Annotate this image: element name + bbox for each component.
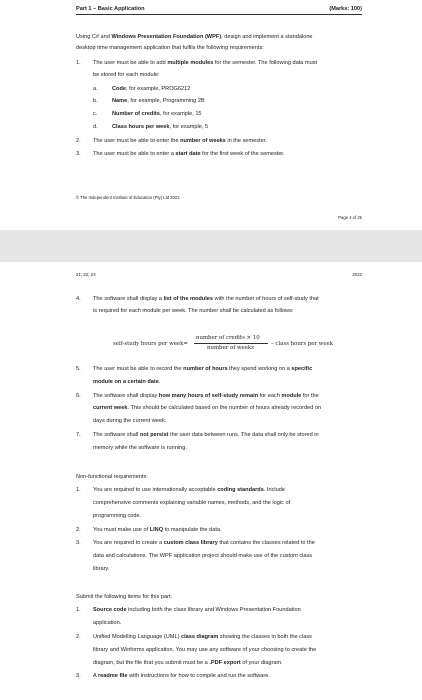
sub-letter: b. — [93, 98, 98, 104]
submit-2-line-3 — [93, 660, 283, 667]
bold-run: multiple modules — [167, 60, 214, 66]
sub-item-b: Name, for example, Programming 2B — [112, 98, 205, 104]
text-run: You are required to create a — [93, 540, 164, 546]
req-number: 1. — [76, 607, 81, 613]
bold-run: module on a certain date — [93, 379, 159, 385]
running-header-codes: 21; 22; 23 — [76, 272, 96, 277]
text-run: Unified Modelling Language (UML) — [93, 634, 181, 640]
text-run: The user must be able to enter a — [93, 151, 176, 157]
page-number: Page 4 of 25 — [338, 215, 362, 220]
submit-1-line-2: application. — [93, 620, 122, 626]
req-6-line-1 — [93, 393, 319, 400]
formula-denominator: number of weeks — [207, 345, 254, 351]
text-run: , design and implement a standalone — [221, 34, 313, 40]
req-number: 4. — [76, 296, 81, 302]
bold-run: list of the modules — [163, 296, 213, 302]
bold-run: not persist — [139, 432, 169, 438]
nfr-1-line-3: programming code. — [93, 513, 142, 519]
sub-item-a: Code, for example, PROG6212 — [112, 86, 191, 92]
bold-run: class diagram — [181, 634, 219, 640]
req-number: 3. — [76, 673, 81, 679]
bold-run: how many hours of self-study remain — [158, 393, 259, 399]
text-run: to manipulate the data. — [163, 527, 222, 533]
req-3 — [93, 151, 285, 158]
text-run: they spend working on a — [227, 366, 292, 372]
text-run: with the number of hours of self-study that — [213, 296, 319, 302]
submit-2-line-2: library and Winforms application. You may use any software of your choosing to create the — [93, 647, 317, 653]
text-run: showing the classes in both the class — [218, 634, 312, 640]
marks-label: (Marks: 100) — [329, 6, 362, 12]
req-number: 3. — [76, 151, 81, 157]
req-1-line-1 — [93, 60, 317, 67]
text-run: The user must be able to record the — [93, 366, 184, 372]
intro-line-1 — [76, 34, 313, 41]
text-run: of your diagram. — [240, 660, 283, 666]
req-5-line-1 — [93, 366, 312, 373]
req-7-line-2: memory while the software is running. — [93, 445, 187, 451]
intro-line-2: desktop time management application that fulfils the following requirements: — [76, 45, 264, 51]
text-run: for the semester. The following data must — [213, 60, 318, 66]
req-number: 2. — [76, 138, 81, 144]
req-6-line-3: days during the current week. — [93, 418, 167, 424]
copyright-footer: © The Independent Institute of Education (Pty) Ltd 2022 — [76, 195, 180, 200]
req-number: 5. — [76, 366, 81, 372]
header-rule — [76, 14, 362, 15]
text-run: The user must be able to add — [93, 60, 168, 66]
nfr-2 — [93, 527, 222, 534]
document-page-5 — [0, 262, 422, 700]
req-2 — [93, 138, 267, 145]
req-number: 1. — [76, 60, 81, 66]
req-4-line-1 — [93, 296, 319, 303]
nfr-1-line-1 — [93, 487, 285, 494]
req-number: 2. — [76, 634, 81, 640]
req-1-line-2: be stored for each module: — [93, 72, 160, 78]
sub-item-c: Number of credits, for example, 15 — [112, 111, 202, 117]
bold-run: Windows Presentation Foundation (WPF) — [111, 34, 222, 40]
bold-run: specific — [291, 366, 313, 372]
text-run: the user data between runs. The data shall only be stored in — [168, 432, 319, 438]
bold-run: Source code — [93, 607, 127, 613]
text-run: The software shall — [93, 432, 140, 438]
sub-letter: a. — [93, 86, 98, 92]
document-page-4 — [0, 0, 422, 230]
nfr-1-line-2: comprehensive comments explaining variable names, methods, and the logic of — [93, 500, 291, 506]
nfr-3-line-2: data and calculations. The WPF application project should make use of the custom class — [93, 553, 313, 559]
sub-letter: d. — [93, 124, 98, 130]
req-7-line-1 — [93, 432, 319, 439]
text-run: for the — [301, 393, 319, 399]
submit-1-line-1 — [93, 607, 301, 614]
req-number: 3. — [76, 540, 81, 546]
text-run: for each — [258, 393, 282, 399]
text-run: You must make use of — [93, 527, 150, 533]
text-run: A — [93, 673, 98, 679]
req-number: 1. — [76, 487, 81, 493]
bold-run: custom class library — [163, 540, 218, 546]
sub-item-d: Class hours per week, for example, 5 — [112, 124, 209, 130]
bold-run: module — [281, 393, 302, 399]
text-run: for the first week of the semester. — [200, 151, 285, 157]
bold-run: number of hours — [183, 366, 228, 372]
formula-numerator: number of credits × 10 — [196, 335, 260, 341]
nfr-heading: Non-functional requirements: — [76, 474, 148, 480]
text-run: in the semester. — [225, 138, 267, 144]
bold-run: .PDF export — [209, 660, 241, 666]
fraction-bar — [194, 343, 268, 344]
text-run: diagram, but the file that you submit must be a — [93, 660, 210, 666]
nfr-3-line-1 — [93, 540, 315, 547]
submit-heading: Submit the following items for this part: — [76, 594, 173, 600]
req-number: 2. — [76, 527, 81, 533]
sub-letter: c. — [93, 111, 98, 117]
req-number: 6. — [76, 393, 81, 399]
req-6-line-2 — [93, 405, 321, 412]
nfr-3-line-3: library. — [93, 566, 110, 572]
bold-run: number of weeks — [180, 138, 226, 144]
text-run: . — [158, 379, 161, 385]
text-run: . Include — [263, 487, 285, 493]
text-run: . This should be calculated based on the number of hours already recorded on — [127, 405, 322, 411]
text-run: The software shall display a — [93, 296, 164, 302]
text-run: The user must be able to enter the — [93, 138, 181, 144]
bold-run: start date — [175, 151, 201, 157]
bold-run: current week — [93, 405, 128, 411]
text-run: You are required to use internationally acceptable — [93, 487, 218, 493]
submit-3 — [93, 673, 270, 680]
req-number: 7. — [76, 432, 81, 438]
bold-run: readme file — [97, 673, 128, 679]
submit-2-line-1 — [93, 634, 312, 641]
bold-run: LINQ — [149, 527, 164, 533]
text-run: The software shall display — [93, 393, 159, 399]
text-run: Using C# and — [76, 34, 112, 40]
req-4-line-2: is required for each module per week. The number shall be calculated as follows: — [93, 308, 294, 314]
formula-rhs: – class hours per week — [271, 341, 334, 347]
running-header-year: 2022 — [352, 272, 362, 277]
text-run: including both the class library and Windows Presentation Foundation — [126, 607, 301, 613]
text-run: with instructions for how to compile and run the software. — [127, 673, 270, 679]
text-run: that contains the classes related to the — [217, 540, 315, 546]
part-heading: Part 1 – Basic Application — [76, 6, 145, 12]
formula-lhs: self-study hours per week= — [113, 341, 188, 347]
bold-run: coding standards — [217, 487, 264, 493]
req-5-line-2 — [93, 379, 160, 386]
